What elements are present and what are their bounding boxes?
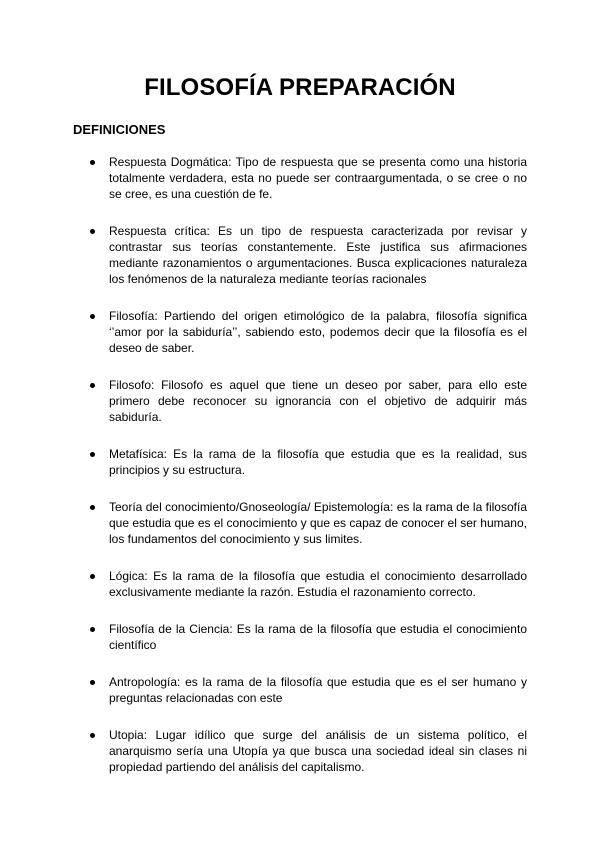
document-title: FILOSOFÍA PREPARACIÓN (144, 74, 456, 101)
bullet-icon (90, 733, 95, 738)
definition-item (0, 223, 600, 287)
bullet-icon (90, 680, 95, 685)
definition-list (0, 154, 600, 796)
definition-item (0, 446, 600, 478)
definition-item (0, 674, 600, 706)
definition-item (0, 568, 600, 600)
bullet-icon (90, 160, 95, 165)
definition-text: Filosofo: Filosofo es aquel que tiene un deseo por saber, para ello este primero debe reconocer su ignorancia con el objetivo de adquirir más sabiduría. (109, 378, 527, 424)
definition-text: Metafísica: Es la rama de la filosofía que estudia que es la realidad, sus principios y su estructura. (109, 447, 527, 477)
definition-item (0, 621, 600, 653)
definition-item (0, 499, 600, 547)
definition-text: Respuesta Dogmática: Tipo de respuesta que se presenta como una historia totalmente verdadera, esta no puede ser contraargumentada, o se cree o no se cree, es una cuestión de fe. (109, 155, 527, 201)
definition-item (0, 727, 600, 775)
definition-item (0, 154, 600, 202)
bullet-icon (90, 383, 95, 388)
section-heading: DEFINICIONES (73, 122, 166, 137)
definition-text: Utopia: Lugar idílico que surge del análisis de un sistema político, el anarquismo sería una Utopía ya que busca una sociedad ideal sin clases ni propiedad partiendo del análisis del capitalismo. (109, 728, 527, 774)
definition-text: Filosofía de la Ciencia: Es la rama de la filosofía que estudia el conocimiento científico (109, 622, 527, 652)
bullet-icon (90, 627, 95, 632)
bullet-icon (90, 505, 95, 510)
definition-text: Antropología: es la rama de la filosofía que estudia que es el ser humano y preguntas relacionadas con este (109, 675, 527, 705)
bullet-icon (90, 229, 95, 234)
bullet-icon (90, 574, 95, 579)
definition-text: Teoría del conocimiento/Gnoseología/ Epistemología: es la rama de la filosofía que estudia que es el conocimiento y que es capaz de conocer el ser humano, los fundamentos del conocimiento y sus limites. (109, 500, 527, 546)
definition-item (0, 308, 600, 356)
definition-text: Filosofía: Partiendo del origen etimológico de la palabra, filosofía significa ‘’amor por la sabiduría’’, sabiendo esto, podemos decir que la filosofía es el deseo de saber. (109, 309, 527, 355)
definition-item (0, 377, 600, 425)
bullet-icon (90, 452, 95, 457)
bullet-icon (90, 314, 95, 319)
definition-text: Lógica: Es la rama de la filosofía que estudia el conocimiento desarrollado exclusivamente mediante la razón. Estudia el razonamiento correcto. (109, 569, 527, 599)
definition-text: Respuesta crítica: Es un tipo de respuesta caracterizada por revisar y contrastar sus teorías constantemente. Este justifica sus afirmaciones mediante razonamientos o argumentaciones. Busca explicaciones naturaleza los fenómenos de la naturaleza mediante teorías racionales (109, 224, 527, 286)
